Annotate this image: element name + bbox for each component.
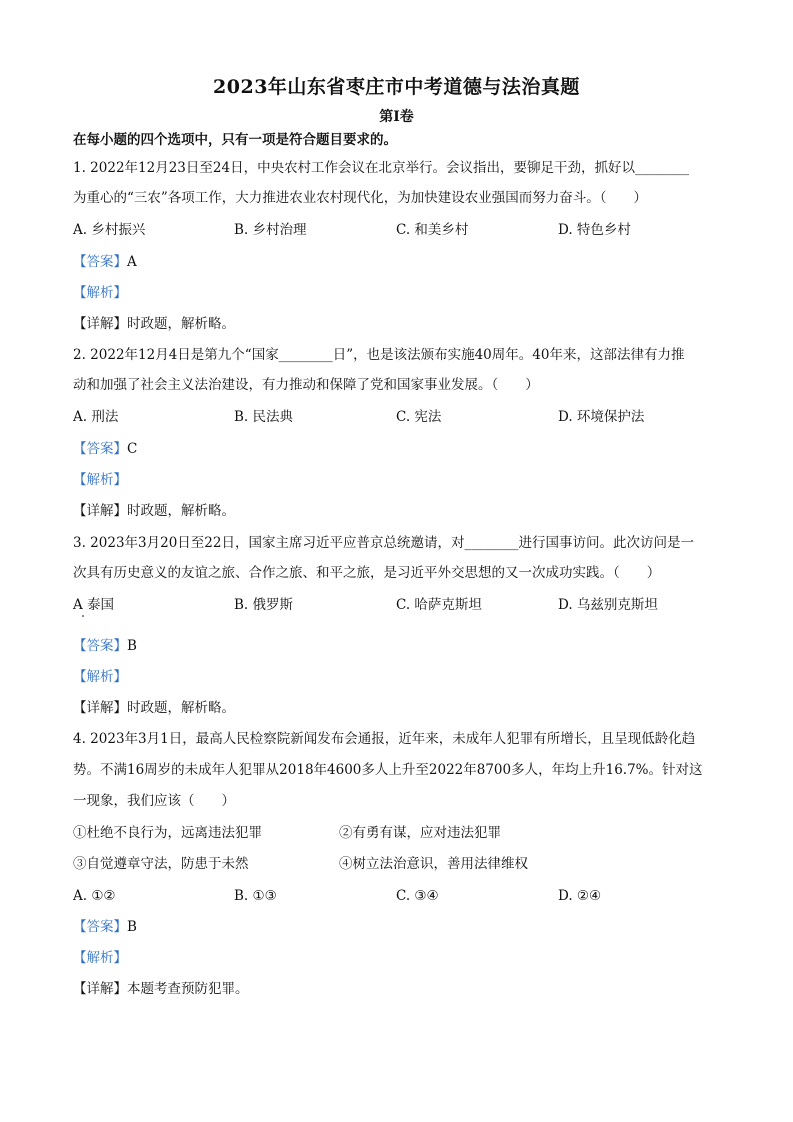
answer-label: 【答案】 xyxy=(73,638,127,654)
answer-value: B xyxy=(127,638,137,654)
q1-option-a: A. 乡村振兴 xyxy=(73,222,146,238)
q4-analysis xyxy=(73,948,127,968)
answer-label: 【答案】 xyxy=(73,441,127,457)
q1-option-c: C. 和美乡村 xyxy=(396,222,469,238)
q2-option-b: B. 民法典 xyxy=(234,409,294,425)
q2-detail xyxy=(73,501,235,521)
question-1-line-1: 1. 2022年12月23日至24日，中央农村工作会议在北京举行。会议指出，要铆足干劲，抓好以________ xyxy=(73,160,690,176)
answer-value: A xyxy=(127,254,137,270)
q4-option-a: A. ①② xyxy=(73,888,116,904)
section-title: 第Ⅰ卷 xyxy=(379,109,414,125)
question-3-line-1: 3. 2023年3月20日至22日，国家主席习近平应普京总统邀请，对________进行国事访问。此次访问是一 xyxy=(73,535,694,551)
q3-option-b: B. 俄罗斯 xyxy=(234,597,294,613)
question-4-line-2: 势。不满16周岁的未成年人犯罪从2018年4600多人上升至2022年8700多人，年均上升16.7%。针对这 xyxy=(73,762,703,778)
answer-value: B xyxy=(127,919,137,935)
detail-text: 本题考查预防犯罪。 xyxy=(127,981,249,997)
answer-label: 【答案】 xyxy=(73,919,127,935)
analysis-label: 【解析】 xyxy=(73,950,127,966)
stray-dot xyxy=(82,615,84,617)
q3-analysis xyxy=(73,667,127,687)
detail-text: 时政题，解析略。 xyxy=(127,503,235,519)
detail-label: 【详解】 xyxy=(73,981,127,997)
question-4-line-1: 4. 2023年3月1日，最高人民检察院新闻发布会通报，近年来，未成年人犯罪有所增长，且呈现低龄化趋 xyxy=(73,731,696,747)
q1-analysis xyxy=(73,283,127,303)
detail-label: 【详解】 xyxy=(73,700,127,716)
detail-label: 【详解】 xyxy=(73,316,127,332)
q1-option-d: D. 特色乡村 xyxy=(558,222,631,238)
q4-statement-2: ②有勇有谋，应对违法犯罪 xyxy=(339,825,501,841)
q3-option-a: A 泰国 xyxy=(73,597,115,613)
q3-detail xyxy=(73,698,235,718)
q4-answer xyxy=(73,917,137,937)
q3-option-d: D. 乌兹别克斯坦 xyxy=(558,597,658,613)
detail-label: 【详解】 xyxy=(73,503,127,519)
q4-statement-3: ③自觉遵章守法，防患于未然 xyxy=(73,856,249,872)
q4-option-b: B. ①③ xyxy=(234,888,277,904)
instruction-text: 在每小题的四个选项中，只有一项是符合题目要求的。 xyxy=(73,132,397,148)
question-4-line-3: 一现象，我们应该（ ） xyxy=(73,793,235,809)
analysis-label: 【解析】 xyxy=(73,669,127,685)
q4-option-c: C. ③④ xyxy=(396,888,439,904)
q2-option-c: C. 宪法 xyxy=(396,409,442,425)
detail-text: 时政题，解析略。 xyxy=(127,700,235,716)
q4-detail xyxy=(73,979,249,999)
analysis-label: 【解析】 xyxy=(73,472,127,488)
q2-answer xyxy=(73,439,137,459)
analysis-label: 【解析】 xyxy=(73,285,127,301)
answer-label: 【答案】 xyxy=(73,254,127,270)
page-title: 2023年山东省枣庄市中考道德与法治真题 xyxy=(213,76,580,98)
q4-statement-1: ①杜绝不良行为，远离违法犯罪 xyxy=(73,825,262,841)
q1-option-b: B. 乡村治理 xyxy=(234,222,307,238)
question-2-line-2: 动和加强了社会主义法治建设，有力推动和保障了党和国家事业发展。（ ） xyxy=(73,377,539,393)
q2-option-a: A. 刑法 xyxy=(73,409,119,425)
q2-analysis xyxy=(73,470,127,490)
answer-value: C xyxy=(127,441,138,457)
q1-answer xyxy=(73,252,137,272)
detail-text: 时政题，解析略。 xyxy=(127,316,235,332)
q4-statement-4: ④树立法治意识，善用法律维权 xyxy=(339,856,528,872)
q1-detail xyxy=(73,314,235,334)
question-2-line-1: 2. 2022年12月4日是第九个“国家________日”，也是该法颁布实施40周年。40年来，这部法律有力推 xyxy=(73,347,685,363)
q2-option-d: D. 环境保护法 xyxy=(558,409,645,425)
q4-option-d: D. ②④ xyxy=(558,888,602,904)
question-3-line-2: 次具有历史意义的友谊之旅、合作之旅、和平之旅，是习近平外交思想的又一次成功实践。（ ） xyxy=(73,565,661,581)
q3-answer xyxy=(73,636,137,656)
q3-option-c: C. 哈萨克斯坦 xyxy=(396,597,482,613)
question-1-line-2: 为重心的“三农”各项工作，大力推进农业农村现代化，为加快建设农业强国而努力奋斗。（ ） xyxy=(73,190,648,206)
